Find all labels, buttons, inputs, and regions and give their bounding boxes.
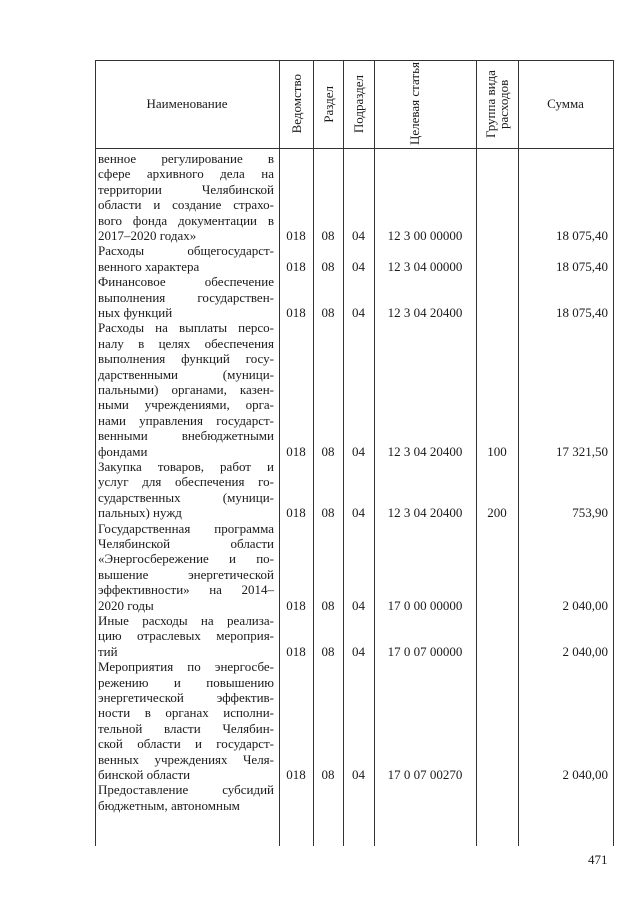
description-line: вого фонда документации в [98,212,274,228]
cell-amount: 18 075,40 [556,305,608,320]
description-line: тельной власти Челябин- [98,720,274,736]
description-line: Челябинской области [98,536,274,551]
cell-section: 08 [321,643,335,659]
header-subsection-label: Подраздел [351,74,366,134]
cell-subsection: 04 [352,305,365,320]
cell-target-article: 17 0 07 00270 [387,767,463,782]
cell-target-article: 12 3 04 20400 [387,305,463,320]
page-number: 471 [588,852,608,867]
description-line: выполнения функций госу- [98,351,274,367]
description-line: Предоставление субсидий [98,782,274,798]
cell-target-article: 12 3 00 00000 [387,228,463,243]
description-line: Финансовое обеспечение [98,274,274,290]
cell-section: 08 [321,228,335,243]
header-expense-group [476,60,518,148]
cell-expense-group: 200 [487,505,507,521]
description-line: услуг для обеспечения го- [98,474,274,490]
description-line: фондами [98,443,148,459]
description-line: режению и повышению [98,674,274,690]
header-department [279,60,313,148]
header-bottom-border [95,148,614,149]
cell-section: 08 [321,767,335,782]
cell-section: 08 [321,258,335,274]
header-department-label: Ведомство [288,74,304,134]
description-line: тий [98,643,118,659]
cell-department: 018 [286,643,306,659]
cell-subsection: 04 [352,443,365,459]
description-line: 2020 годы [98,597,154,613]
description-line: бинской области [98,767,191,782]
description-line: пальными) органами, казен- [98,382,274,397]
cell-amount: 18 075,40 [556,228,608,243]
description-line: Иные расходы на реализа- [98,613,274,628]
description-line: бюджетным, автономным [98,797,240,813]
cell-target-article: 17 0 07 00000 [387,643,463,659]
header-subsection [343,60,374,148]
cell-subsection: 04 [352,767,365,782]
cell-amount: 753,90 [572,505,608,521]
description-line: Мероприятия по энергосбе- [98,659,274,675]
column-border [613,60,614,846]
cell-target-article: 17 0 00 00000 [387,597,463,613]
description-line: венных учреждениях Челя- [98,751,274,767]
description-line: налу в целях обеспечения [98,335,274,351]
header-section-label: Раздел [320,85,336,123]
cell-subsection: 04 [352,228,365,243]
cell-target-article: 12 3 04 00000 [387,258,463,274]
header-expense-group-label: Группа вида расходов [483,70,511,138]
header-amount: Сумма [547,96,584,111]
cell-department: 018 [286,505,306,521]
description-line: 2017–2020 годах» [98,228,197,243]
header-target-article [374,60,476,148]
cell-section: 08 [321,443,335,459]
cell-subsection: 04 [352,258,365,274]
cell-subsection: 04 [352,505,365,521]
cell-amount: 2 040,00 [562,597,608,613]
cell-section: 08 [321,305,335,320]
cell-section: 08 [321,505,335,521]
description-line: ными учреждениями, орга- [98,397,274,413]
description-line: венными внебюджетными [98,428,274,444]
description-line: территории Челябинской [98,181,274,197]
description-line: Расходы на выплаты персо- [98,320,274,336]
description-line: вышение энергетической [98,566,274,582]
description-line: энергетической эффектив- [98,690,274,705]
description-line: Закупка товаров, работ и [98,459,274,474]
description-line: Государственная программа [98,520,274,536]
column-border [95,60,96,846]
description-line: ных функций [98,305,173,320]
description-line: дарственными (муници- [98,366,274,382]
description-line: пальных) нужд [98,505,182,521]
header-target-article-label: Целевая статья [407,62,422,146]
description-line: венного характера [98,258,200,274]
description-line: сударственных (муници- [98,489,274,505]
header-section [313,60,343,148]
description-line: сфере архивного дела на [98,166,274,182]
cell-amount: 17 321,50 [556,443,608,459]
description-line: нами управления государст- [98,412,274,428]
cell-department: 018 [286,597,306,613]
description-line: ности в органах исполни- [98,705,274,721]
cell-department: 018 [286,305,306,320]
cell-department: 018 [286,443,306,459]
description-line: области и создание страхо- [98,197,274,213]
description-line: ской области и государст- [98,736,274,752]
cell-amount: 2 040,00 [562,643,608,659]
cell-section: 08 [321,597,335,613]
description-line: выполнения государствен- [98,289,274,305]
cell-subsection: 04 [352,597,365,613]
cell-expense-group: 100 [487,443,507,459]
description-line: «Энергосбережение и по- [98,551,274,567]
cell-department: 018 [286,228,306,243]
cell-department: 018 [286,767,306,782]
description-line: цию отраслевых мероприя- [98,628,274,644]
cell-subsection: 04 [352,643,365,659]
cell-target-article: 12 3 04 20400 [387,505,463,521]
description-line: Расходы общегосударст- [98,243,274,259]
description-line: венное регулирование в [98,151,274,166]
cell-amount: 18 075,40 [556,258,608,274]
cell-department: 018 [286,258,306,274]
header-name: Наименование [146,96,228,111]
description-line: эффективности» на 2014– [98,582,274,598]
cell-amount: 2 040,00 [562,767,608,782]
cell-target-article: 12 3 04 20400 [387,443,463,459]
